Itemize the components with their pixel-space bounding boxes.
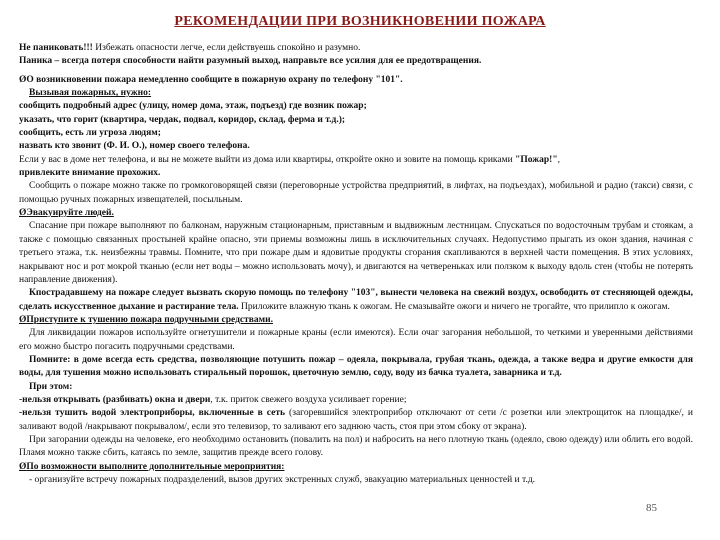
- extinguisher-paragraph: Для ликвидации пожаров используйте огнетушители и пожарные краны (если имеются). Если очаг загорания небольшой, то четкими и уверенными действиями его можно быстро погасить подручными средствами.: [19, 328, 693, 352]
- prohibition-windows: -нельзя открывать (разбивать) окна и двери, т.к. приток свежего воздуха усиливает горение;: [19, 394, 407, 405]
- call-step-address: сообщить подробный адрес (улицу, номер дома, этаж, подъезд) где возник пожар;: [19, 101, 367, 112]
- other-alert-channels: Сообщить о пожаре можно также по громкоговорящей связи (переговорные устройства предприятий, в лифтах, на подъездах), мобильной и радио (такси) связи, с помощью ручных пожарных извещателей, посыльным.: [19, 181, 693, 205]
- additional-measures-text: - организуйте встречу пожарных подразделений, вызов других экстренных служб, эвакуацию материальных ценностей и т.д.: [29, 475, 536, 485]
- line-panic: Не паниковать!!! Избежать опасности легче, если действуешь спокойно и разумно.: [19, 43, 361, 53]
- section-call-fire-service: ØО возникновении пожара немедленно сообщите в пожарную охрану по телефону "101".: [19, 74, 403, 85]
- arrow-bullet-icon: Ø: [19, 74, 27, 85]
- call-step-threat: сообщить, есть ли угроза людям;: [19, 128, 161, 139]
- first-aid-paragraph: Кпострадавшему на пожаре следует вызвать скорую помощь по телефону "103", вынести человека на свежий воздух, освободить от стесняющей одежды, сделать искусственное дыхание и растирание тела. Приложите влажную ткань к ожогам. Не смазывайте ожоги и ничего не трогайте, что прилипло к ожогам.: [19, 288, 693, 312]
- attract-attention: привлеките внимание прохожих.: [19, 168, 161, 179]
- call-step-caller: назвать кто звонит (Ф. И. О.), номер своего телефона.: [19, 141, 250, 152]
- section-extinguish: ØПриступите к тушению пожара подручными средствами.: [19, 314, 273, 325]
- arrow-bullet-icon: Ø: [19, 461, 27, 472]
- call-instructions-heading: Вызывая пожарных, нужно:: [29, 88, 152, 99]
- no-phone-paragraph: Если у вас в доме нет телефона, и вы не можете выйти из дома или квартиры, откройте окно и зовите на помощь криками "Пожар!",: [19, 154, 560, 165]
- page-number: 85: [646, 502, 657, 514]
- prohibition-electrical: -нельзя тушить водой электроприборы, включенные в сеть (загоревшийся электроприбор отключают от сети /с розетки или электрощиток на площадке/, и заливают водой /накрывают покрывалом/, если это телевизор, то заливают его заднюю часть, стоя при этом сбоку от экрана).: [19, 408, 693, 432]
- document-body: [19, 42, 693, 487]
- household-means-paragraph: Помните: в доме всегда есть средства, позволяющие потушить пожар – одеяла, покрывала, грубая ткань, одежда, а также ведра и другие емкости для воды, для тушения можно использовать стиральный порошок, цветочную землю, соду, воду из бачка туалета, заварника и т.д.: [19, 354, 693, 379]
- rescue-paragraph: Спасание при пожаре выполняют по балконам, наружным стационарным, приставным и выдвижным лестницам. Спускаться по водосточным трубам и стоякам, а также с помощью связанных простыней крайне опасно, эти приемы возможны лишь в исключительных случаях. Недопустимо прыгать из окон здания, начиная с третьего этажа, т.к. неизбежны травмы. Помните, что при пожаре дым и ядовитые продукты сгорания скапливаются в верхней части помещения. В этих условиях, накрывают нос и рот мокрой тканью (если нет воды – можно использовать мочу), и двигаются на четвереньках или ползком к выходу вдоль стен (чтобы не потерять направление движения).: [19, 221, 693, 285]
- prohibitions-heading: При этом:: [29, 381, 73, 392]
- arrow-bullet-icon: Ø: [19, 208, 27, 219]
- no-panic-heading: Не паниковать!!!: [19, 43, 93, 53]
- call-step-what-burns: указать, что горит (квартира, чердак, подвал, коридор, склад, ферма и т.д.);: [19, 114, 346, 125]
- arrow-bullet-icon: Ø: [19, 314, 27, 325]
- line-panic-warning: Паника – всегда потеря способности найти разумный выход, направьте все усилия для ее предотвращения.: [19, 56, 482, 67]
- section-evacuate: ØЭвакуируйте людей.: [19, 208, 114, 219]
- section-additional-measures: ØПо возможности выполните дополнительные мероприятия:: [19, 461, 285, 472]
- clothing-fire-paragraph: При загорании одежды на человеке, его необходимо остановить (повалить на пол) и набросить на него плотную ткань (одеяло, свою одежду) или облить его водой. Пламя можно также сбить, катаясь по земле, защитив прежде всего голову.: [19, 434, 693, 459]
- page-title: РЕКОМЕНДАЦИИ ПРИ ВОЗНИКНОВЕНИИ ПОЖАРА: [174, 14, 546, 29]
